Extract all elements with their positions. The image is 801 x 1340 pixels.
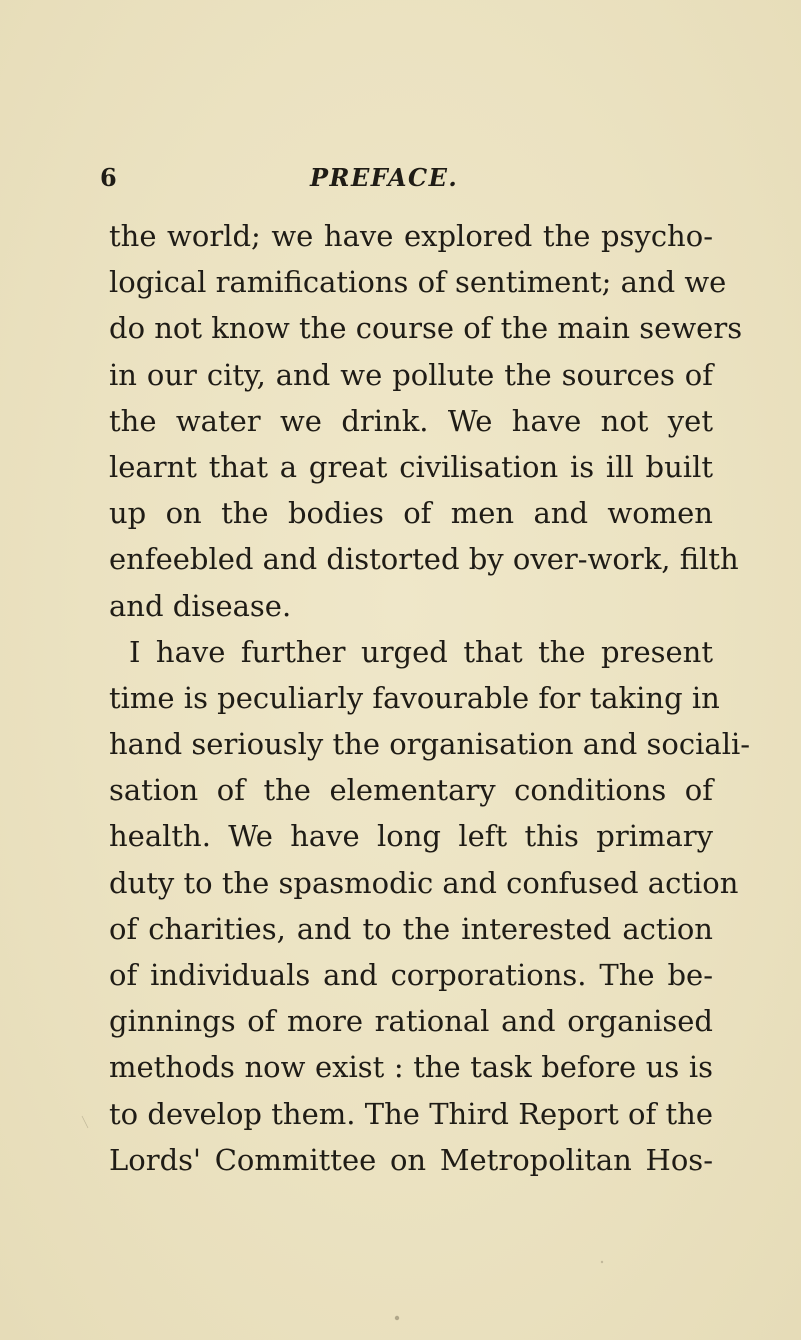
- text-line: health. We have long left this primary: [109, 819, 713, 854]
- text-line: to develop them. The Third Report of the: [109, 1096, 713, 1131]
- body-text: [109, 213, 751, 1183]
- paper-crease: [82, 1116, 88, 1128]
- page-number: 6: [100, 163, 117, 192]
- text-line: Lords' Committee on Metropolitan Hos-: [109, 1142, 713, 1177]
- text-line: time is peculiarly favourable for taking in: [109, 680, 720, 715]
- text-line: learnt that a great civilisation is ill built: [109, 449, 713, 484]
- text-line: ginnings of more rational and organised: [109, 1004, 713, 1039]
- text-line: duty to the spasmodic and confused action: [109, 865, 739, 900]
- text-line: of charities, and to the interested action: [109, 911, 713, 946]
- running-head: [0, 158, 801, 198]
- paper-speck: [395, 1316, 399, 1320]
- text-line: hand seriously the organisation and sociali-: [109, 727, 751, 762]
- text-line: of individuals and corporations. The be-: [109, 958, 713, 992]
- text-line: the water we drink. We have not yet: [109, 403, 713, 438]
- running-title: PREFACE.: [310, 163, 459, 192]
- text-line: methods now exist : the task before us is: [109, 1050, 713, 1085]
- text-line: up on the bodies of men and women: [109, 496, 713, 531]
- text-line: sation of the elementary conditions of: [109, 773, 713, 808]
- text-line: and disease.: [109, 588, 292, 623]
- text-line: logical ramifications of sentiment; and we: [109, 265, 727, 300]
- text-line: enfeebled and distorted by over-work, filth: [109, 542, 739, 577]
- text-line: in our city, and we pollute the sources of: [109, 357, 713, 392]
- paper-speck: [601, 1261, 603, 1263]
- text-line-paragraph-start: I have further urged that the present: [129, 634, 713, 669]
- text-line: the world; we have explored the psycho-: [109, 219, 713, 253]
- text-line: do not know the course of the main sewers: [109, 311, 743, 346]
